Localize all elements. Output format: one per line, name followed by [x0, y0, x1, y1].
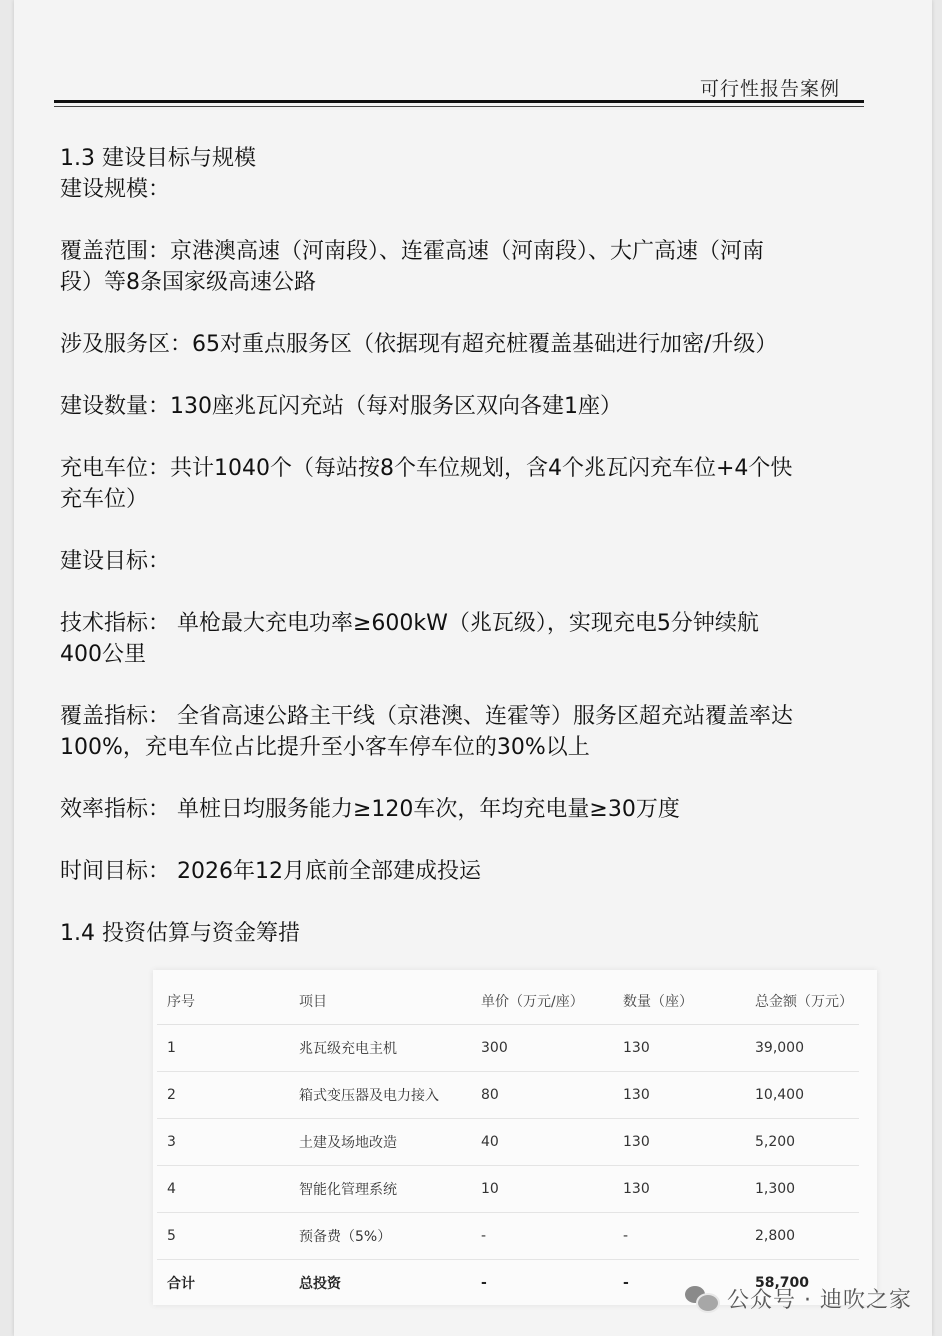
- cell-item: 土建及场地改造: [289, 1119, 471, 1166]
- cell-index: 合计: [167, 1276, 195, 1292]
- section-title-1-4: 1.4 投资估算与资金筹措: [60, 921, 300, 946]
- cell-quantity: 130: [613, 1166, 745, 1213]
- col-header-item: 项目: [289, 978, 471, 1025]
- col-header-index: 序号: [157, 978, 289, 1025]
- wechat-icon: [685, 1282, 717, 1314]
- table-row: [157, 1213, 859, 1260]
- cell-index: 2: [157, 1072, 289, 1119]
- coverage-line-1: 覆盖范围：京港澳高速（河南段）、连霍高速（河南段）、大广高速（河南: [60, 239, 765, 264]
- cell-unit-price: 80: [471, 1072, 613, 1119]
- goal-label: 建设目标：: [60, 549, 171, 574]
- spaces-line-2: 充车位）: [60, 487, 149, 512]
- cell-item: 智能化管理系统: [289, 1166, 471, 1213]
- col-header-unit-price: 单价（万元/座）: [471, 978, 613, 1025]
- efficiency-line: 效率指标： 单桩日均服务能力≥120车次，年均充电量≥30万度: [60, 797, 680, 822]
- header-rule: [54, 100, 864, 103]
- time-line: 时间目标： 2026年12月底前全部建成投运: [60, 859, 481, 884]
- table-row: [157, 1119, 859, 1166]
- section-title-1-3: 1.3 建设目标与规模: [60, 146, 256, 171]
- cell-index: 1: [157, 1025, 289, 1072]
- cell-index: 4: [157, 1166, 289, 1213]
- cell-total: 5,200: [745, 1119, 859, 1166]
- service-area-line: 涉及服务区：65对重点服务区（依据现有超充桩覆盖基础进行加密/升级）: [60, 332, 778, 357]
- cover-line-1: 覆盖指标： 全省高速公路主干线（京港澳、连霍等）服务区超充站覆盖率达: [60, 704, 793, 729]
- tech-line-2: 400公里: [60, 642, 146, 667]
- cell-index: 3: [157, 1119, 289, 1166]
- table-row: [157, 1072, 859, 1119]
- document-body: [60, 143, 880, 949]
- document-page: [14, 0, 932, 1336]
- cell-unit-price: 300: [471, 1025, 613, 1072]
- cell-unit-price: -: [471, 1213, 613, 1260]
- table-row: [157, 1166, 859, 1213]
- cell-unit-price: 10: [471, 1166, 613, 1213]
- watermark-text: 公众号 · 迪吹之家: [727, 1287, 912, 1313]
- col-header-total: 总金额（万元）: [745, 978, 859, 1025]
- cell-quantity: 130: [613, 1072, 745, 1119]
- spaces-line-1: 充电车位：共计1040个（每站按8个车位规划，含4个兆瓦闪充车位+4个快: [60, 456, 793, 481]
- coverage-line-2: 段）等8条国家级高速公路: [60, 270, 316, 295]
- cell-index: 5: [157, 1213, 289, 1260]
- cell-unit-price: 40: [471, 1119, 613, 1166]
- cell-total: 58,700: [755, 1275, 810, 1291]
- header-rule-thin: [54, 106, 864, 107]
- cell-quantity: 130: [613, 1025, 745, 1072]
- cell-quantity: -: [623, 1275, 629, 1291]
- cell-quantity: 130: [613, 1119, 745, 1166]
- table-row: [157, 1025, 859, 1072]
- tech-line-1: 技术指标： 单枪最大充电功率≥600kW（兆瓦级），实现充电5分钟续航: [60, 611, 759, 636]
- cell-item: 总投资: [299, 1276, 341, 1292]
- cell-unit-price: -: [481, 1275, 487, 1291]
- watermark: [685, 1282, 912, 1314]
- cell-total: 2,800: [745, 1213, 859, 1260]
- cell-quantity: -: [613, 1213, 745, 1260]
- cell-total: 10,400: [745, 1072, 859, 1119]
- table-header-row: [157, 978, 859, 1025]
- col-header-quantity: 数量（座）: [613, 978, 745, 1025]
- investment-table-card: [153, 970, 877, 1305]
- cell-total: 1,300: [745, 1166, 859, 1213]
- cell-item: 预备费（5%）: [289, 1213, 471, 1260]
- cell-total: 39,000: [745, 1025, 859, 1072]
- quantity-line: 建设数量：130座兆瓦闪充站（每对服务区双向各建1座）: [60, 394, 622, 419]
- investment-table: [157, 978, 859, 1306]
- cell-item: 箱式变压器及电力接入: [289, 1072, 471, 1119]
- cell-item: 兆瓦级充电主机: [289, 1025, 471, 1072]
- scale-label: 建设规模：: [60, 177, 171, 202]
- cover-line-2: 100%，充电车位占比提升至小客车停车位的30%以上: [60, 735, 590, 760]
- header-title: 可行性报告案例: [699, 78, 840, 100]
